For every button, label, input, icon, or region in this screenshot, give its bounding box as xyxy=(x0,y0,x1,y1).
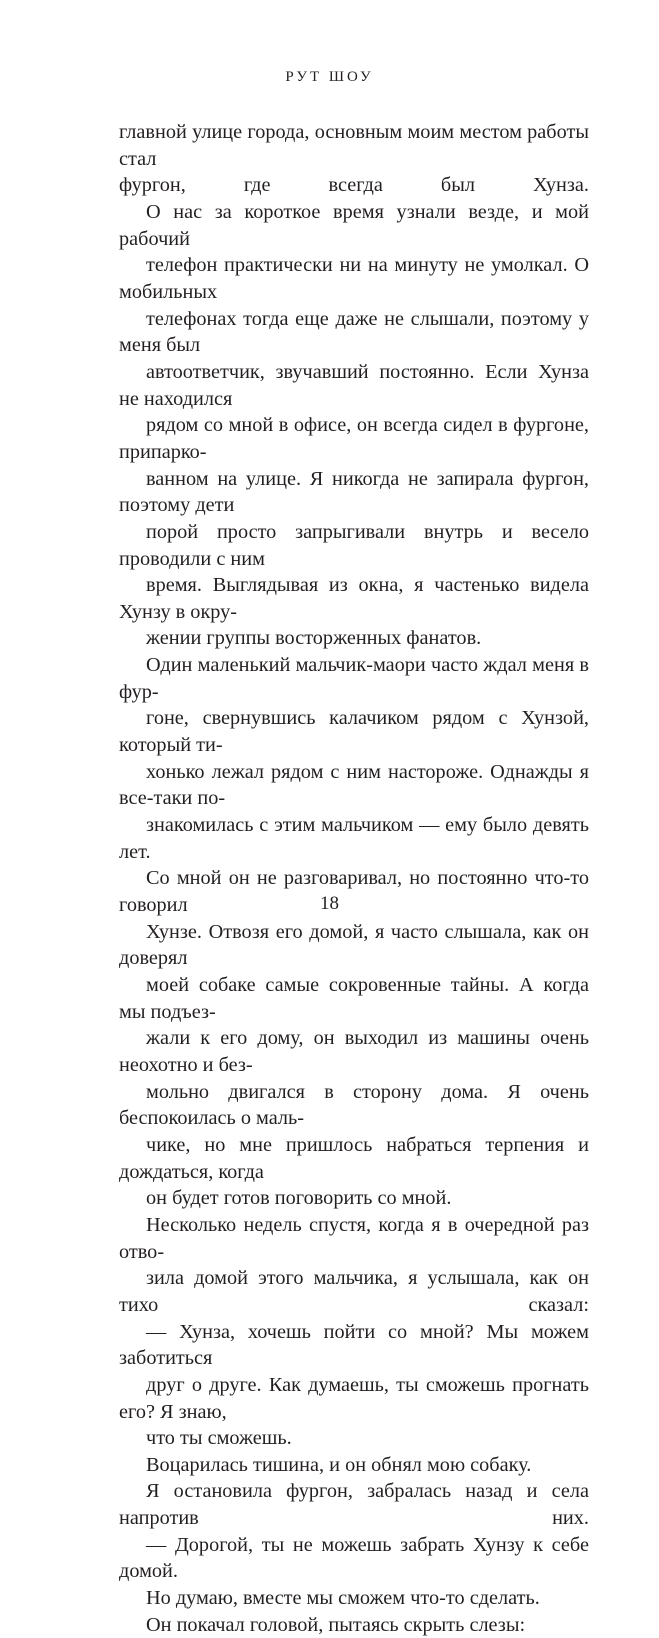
text-line: ванном на улице. Я никогда не запирала фургон, поэтому дети xyxy=(119,467,589,517)
text-line: Один маленький мальчик-маори часто ждал меня в фур- xyxy=(119,654,589,703)
text-line: рядом со мной в офисе, он всегда сидел в фургоне, припарко- xyxy=(119,414,589,463)
text-line: Воцарилась тишина, и он обнял мою собаку. xyxy=(146,1453,532,1476)
text-line: порой просто запрыгивали внутрь и весело проводили с ним xyxy=(119,520,589,570)
text-line: время. Выглядывая из окна, я частенько видела Хунзу в окру- xyxy=(119,574,589,623)
text-line: жали к его дому, он выходил из машины очень неохотно и без- xyxy=(119,1027,589,1076)
text-line: Но думаю, вместе мы сможем что-то сделать. xyxy=(146,1587,540,1610)
text-line: чике, но мне пришлось набраться терпения и дождаться, когда xyxy=(119,1133,589,1183)
paragraph xyxy=(119,1478,589,1531)
text-line: хонько лежал рядом с ним настороже. Однажды я все-таки по- xyxy=(119,760,589,810)
text-line: телефонах тогда еще даже не слышали, поэтому у меня был xyxy=(119,307,589,357)
paragraph xyxy=(119,1212,589,1319)
page-number: 18 xyxy=(320,893,339,914)
text-line: жении группы восторженных фанатов. xyxy=(146,627,482,650)
text-line: моей собаке самые сокровенные тайны. А когда мы подъез- xyxy=(119,974,589,1023)
text-line: Я остановила фургон, забралась назад и села напротив них. xyxy=(119,1480,589,1530)
text-line: знакомилась с этим мальчиком — ему было девять лет. xyxy=(119,814,589,863)
paragraph xyxy=(119,1452,589,1479)
text-line: мольно двигался в сторону дома. Я очень беспокоилась о маль- xyxy=(119,1080,589,1130)
text-line: он будет готов поговорить со мной. xyxy=(146,1187,452,1210)
text-line: О нас за короткое время узнали везде, и мой рабочий xyxy=(119,200,589,250)
text-line: друг о друге. Как думаешь, ты сможешь прогнать его? Я знаю, xyxy=(119,1373,589,1423)
text-line: автоответчик, звучавший постоянно. Если Хунза не находился xyxy=(119,360,589,410)
paragraph xyxy=(119,652,589,1212)
paragraph xyxy=(119,1612,589,1638)
text-line: — Хунза, хочешь пойти со мной? Мы можем заботиться xyxy=(119,1320,589,1370)
text-line: гоне, свернувшись калачиком рядом с Хунзой, который ти- xyxy=(119,707,589,757)
paragraph xyxy=(119,1532,589,1612)
text-line: Несколько недель спустя, когда я в очередной раз отво- xyxy=(119,1213,589,1263)
text-line: фургон, где всегда был Хунза. xyxy=(119,174,589,197)
paragraph xyxy=(119,119,589,199)
paragraph xyxy=(119,199,589,652)
text-line: Хунзе. Отвозя его домой, я часто слышала, как он доверял xyxy=(119,920,589,970)
text-line: что ты сможешь. xyxy=(146,1427,292,1450)
text-line: телефон практически ни на минуту не умолкал. О мобильных xyxy=(119,254,589,303)
paragraph xyxy=(119,1319,589,1452)
text-line: Со мной он не разговаривал, но постоянно что-то говорил xyxy=(119,867,589,917)
text-line: главной улице города, основным моим местом работы стал xyxy=(119,121,589,170)
text-line: зила домой этого мальчика, я услышала, как он тихо сказал: xyxy=(119,1267,589,1316)
body-text xyxy=(119,119,589,1638)
running-header: РУТ ШОУ xyxy=(285,69,374,85)
text-line: — Дорогой, ты не можешь забрать Хунзу к себе домой. xyxy=(119,1533,589,1583)
text-line: Он покачал головой, пытаясь скрыть слезы: xyxy=(146,1613,526,1636)
